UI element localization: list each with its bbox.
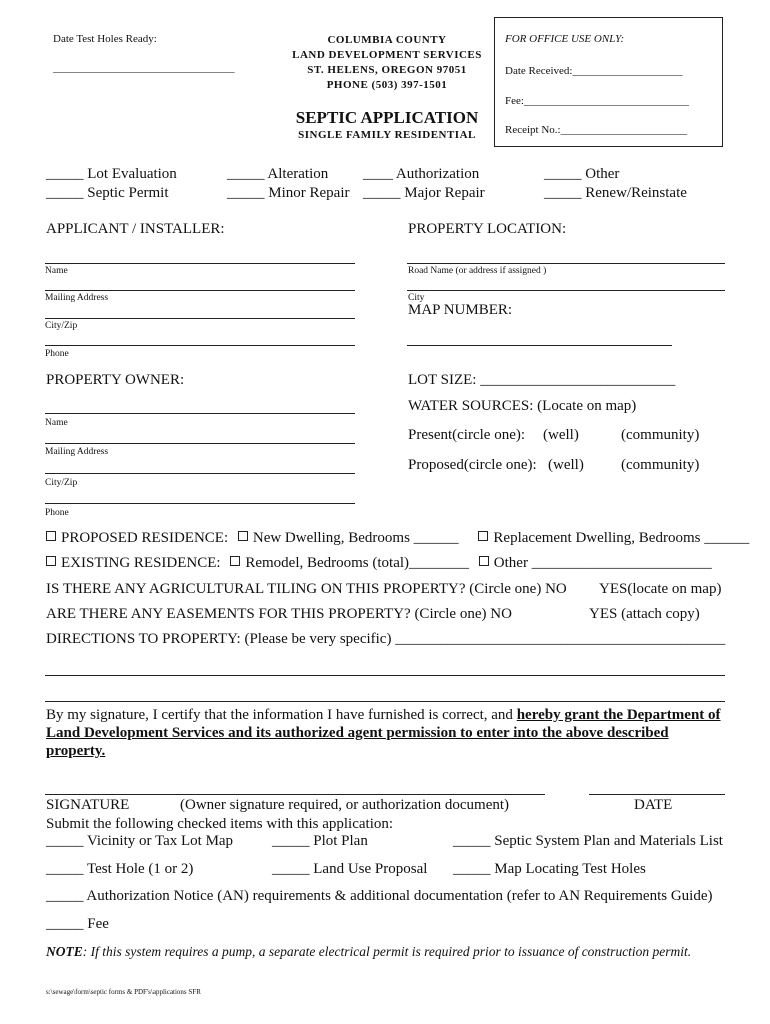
note-text: : If this system requires a pump, a separate electrical permit is required prior to issuance of construction permit. bbox=[82, 944, 692, 959]
present-community-option[interactable]: (community) bbox=[621, 427, 700, 443]
date-test-holes-label: Date Test Holes Ready: bbox=[53, 33, 157, 45]
form-title: SEPTIC APPLICATION bbox=[295, 108, 479, 127]
certification-text bbox=[46, 706, 736, 760]
remodel-field[interactable]: Remodel, Bedrooms (total)________ bbox=[245, 555, 470, 571]
map-number-label: MAP NUMBER: bbox=[408, 302, 513, 318]
city-label: City bbox=[408, 293, 425, 303]
applicant-cityzip-line[interactable] bbox=[45, 318, 355, 319]
date-test-holes-field[interactable]: _________________________________ bbox=[53, 62, 235, 74]
renew-option[interactable]: _____ Renew/Reinstate bbox=[544, 185, 687, 201]
map-locating-item[interactable]: _____ Map Locating Test Holes bbox=[453, 861, 646, 877]
lot-evaluation-option[interactable]: _____ Lot Evaluation bbox=[46, 166, 177, 182]
checkbox-icon[interactable] bbox=[479, 556, 489, 566]
major-repair-option[interactable]: _____ Major Repair bbox=[363, 185, 485, 201]
proposed-well-option[interactable]: (well) bbox=[548, 457, 584, 473]
map-number-line[interactable] bbox=[407, 345, 672, 346]
fee-item[interactable]: _____ Fee bbox=[46, 916, 109, 932]
certification-plain: By my signature, I certify that the information I have furnished is correct, and bbox=[46, 707, 517, 723]
form-subtitle: SINGLE FAMILY RESIDENTIAL bbox=[298, 129, 476, 141]
plot-plan-item[interactable]: _____ Plot Plan bbox=[272, 833, 368, 849]
owner-phone-label: Phone bbox=[45, 508, 69, 518]
owner-mailing-line[interactable] bbox=[45, 443, 355, 444]
agency-line: COLUMBIA COUNTY bbox=[327, 34, 447, 46]
agency-line: ST. HELENS, OREGON 97051 bbox=[307, 64, 467, 76]
minor-repair-option[interactable]: _____ Minor Repair bbox=[227, 185, 350, 201]
owner-cityzip-label: City/Zip bbox=[45, 478, 78, 488]
test-hole-item[interactable]: _____ Test Hole (1 or 2) bbox=[46, 861, 194, 877]
replacement-dwelling-field[interactable]: Replacement Dwelling, Bedrooms ______ bbox=[493, 530, 750, 546]
certification-bold-1: hereby grant the Department of bbox=[516, 707, 721, 723]
applicant-phone-label: Phone bbox=[45, 349, 69, 359]
proposed-residence-row bbox=[46, 530, 749, 547]
present-well-option[interactable]: (well) bbox=[543, 427, 579, 443]
checkbox-icon[interactable] bbox=[46, 556, 56, 566]
signature-note: (Owner signature required, or authorization document) bbox=[180, 797, 510, 813]
road-name-line[interactable] bbox=[407, 263, 725, 264]
easements-yes-option[interactable]: YES (attach copy) bbox=[589, 606, 700, 622]
proposed-residence-label: PROPOSED RESIDENCE: bbox=[61, 530, 229, 546]
checkbox-icon[interactable] bbox=[478, 531, 488, 541]
checkbox-icon[interactable] bbox=[46, 531, 56, 541]
agency-line: PHONE (503) 397-1501 bbox=[326, 79, 448, 91]
applicant-heading: APPLICANT / INSTALLER: bbox=[46, 221, 225, 237]
directions-line-3[interactable] bbox=[45, 701, 725, 702]
agency-line: LAND DEVELOPMENT SERVICES bbox=[292, 49, 482, 61]
septic-permit-option[interactable]: _____ Septic Permit bbox=[46, 185, 169, 201]
owner-phone-line[interactable] bbox=[45, 503, 355, 504]
applicant-cityzip-label: City/Zip bbox=[45, 321, 78, 331]
office-use-box bbox=[494, 17, 723, 147]
existing-residence-row bbox=[46, 555, 712, 572]
land-use-item[interactable]: _____ Land Use Proposal bbox=[272, 861, 428, 877]
certification-bold-3: property. bbox=[46, 743, 106, 759]
applicant-name-label: Name bbox=[45, 266, 68, 276]
fee-field[interactable]: Fee:______________________________ bbox=[505, 95, 689, 107]
office-heading: FOR OFFICE USE ONLY: bbox=[505, 33, 625, 45]
checkbox-icon[interactable] bbox=[238, 531, 248, 541]
authorization-option[interactable]: ____ Authorization bbox=[363, 166, 480, 182]
footer-path: s:\sewage\form\septic forms & PDF's\applications SFR bbox=[46, 988, 201, 996]
receipt-field[interactable]: Receipt No.:_______________________ bbox=[505, 124, 688, 136]
present-label: Present(circle one): bbox=[408, 427, 526, 443]
applicant-mailing-label: Mailing Address bbox=[45, 293, 109, 303]
road-name-label: Road Name (or address if assigned ) bbox=[408, 266, 547, 276]
existing-residence-label: EXISTING RESIDENCE: bbox=[61, 555, 221, 571]
note-label: NOTE bbox=[46, 944, 83, 959]
date-received-field[interactable]: Date Received:____________________ bbox=[505, 65, 683, 77]
easements-question: ARE THERE ANY EASEMENTS FOR THIS PROPERTY? (Circle one) NO bbox=[46, 606, 512, 622]
owner-name-label: Name bbox=[45, 418, 68, 428]
lot-size-field[interactable]: LOT SIZE: __________________________ bbox=[408, 372, 676, 388]
vicinity-map-item[interactable]: _____ Vicinity or Tax Lot Map bbox=[46, 833, 234, 849]
date-line[interactable] bbox=[589, 794, 725, 795]
property-location-heading: PROPERTY LOCATION: bbox=[408, 221, 567, 237]
checkbox-icon[interactable] bbox=[230, 556, 240, 566]
new-dwelling-field[interactable]: New Dwelling, Bedrooms ______ bbox=[252, 530, 459, 546]
water-sources-label: WATER SOURCES: (Locate on map) bbox=[408, 398, 637, 414]
other-option[interactable]: _____ Other bbox=[544, 166, 620, 182]
city-line[interactable] bbox=[407, 290, 725, 291]
proposed-label: Proposed(circle one): bbox=[408, 457, 537, 473]
tiling-question: IS THERE ANY AGRICULTURAL TILING ON THIS PROPERTY? (Circle one) NO bbox=[46, 581, 567, 597]
applicant-phone-line[interactable] bbox=[45, 345, 355, 346]
tiling-yes-option[interactable]: YES(locate on map) bbox=[599, 581, 722, 597]
proposed-community-option[interactable]: (community) bbox=[621, 457, 700, 473]
signature-label: SIGNATURE bbox=[46, 797, 130, 813]
date-label: DATE bbox=[634, 797, 673, 813]
owner-cityzip-line[interactable] bbox=[45, 473, 355, 474]
owner-name-line[interactable] bbox=[45, 413, 355, 414]
owner-mailing-label: Mailing Address bbox=[45, 447, 109, 457]
septic-plan-item[interactable]: _____ Septic System Plan and Materials List bbox=[453, 833, 723, 849]
certification-bold-2: Land Development Services and its authorized agent permission to enter into the above described bbox=[46, 725, 669, 741]
applicant-name-line[interactable] bbox=[45, 263, 355, 264]
note-row bbox=[46, 944, 691, 960]
submit-heading: Submit the following checked items with this application: bbox=[46, 816, 394, 832]
property-owner-heading: PROPERTY OWNER: bbox=[46, 372, 185, 388]
alteration-option[interactable]: _____ Alteration bbox=[227, 166, 329, 182]
directions-field[interactable]: DIRECTIONS TO PROPERTY: (Please be very specific) ____________________________________________ bbox=[46, 631, 726, 647]
agency-block bbox=[282, 33, 492, 93]
directions-line-2[interactable] bbox=[45, 675, 725, 676]
applicant-mailing-line[interactable] bbox=[45, 290, 355, 291]
signature-line[interactable] bbox=[45, 794, 545, 795]
authorization-notice-item[interactable]: _____ Authorization Notice (AN) requirements & additional documentation (refer to AN Requirements Guide) bbox=[46, 888, 713, 904]
residence-other-field[interactable]: Other ________________________ bbox=[493, 555, 712, 571]
